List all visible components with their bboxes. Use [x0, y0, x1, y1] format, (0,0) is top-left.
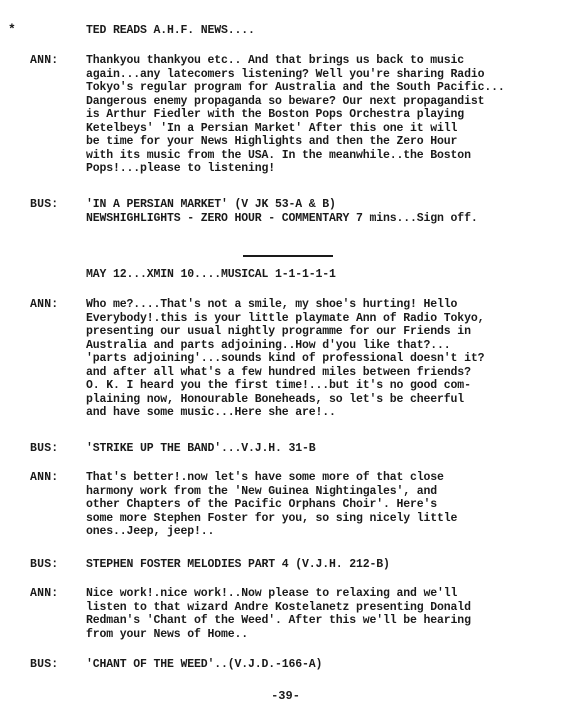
program-heading-text: MAY 12...XMIN 10....MUSICAL 1-1-1-1-1 — [86, 268, 336, 281]
script-text: Who me?....That's not a smile, my shoe's hurting! Hello Everybody!.this is your little playmate Ann of Radio Tokyo, presenting our usual nightly programme for our Friends in Australia and parts adjoining..How d'you like that?... 'parts adjoining'...sounds kind of professional doesn't it? and after all what's a few hundred miles between friends? O. K. I heard you the first time!...but it's no good com- plaining now, Honourable Boneheads, so let's be cheerful and have some music...Here she are!.. — [86, 298, 485, 419]
script-text: 'STRIKE UP THE BAND'...V.J.H. 31-B — [86, 442, 316, 455]
script-text: 'IN A PERSIAN MARKET' (V JK 53-A & B) NEWSHIGHLIGHTS - ZERO HOUR - COMMENTARY 7 mins...Sign off. — [86, 198, 478, 225]
script-text: That's better!.now let's have some more of that close harmony work from the 'New Guinea Nightingales', and other Chapters of the Pacific Orphans Choir'. Here's some more Stephen Foster for you, so sing nicely little ones..Jeep, jeep!.. — [86, 471, 458, 538]
page-number: -39- — [271, 689, 300, 703]
margin-asterisk: * — [8, 22, 16, 37]
speaker-label: ANN: — [30, 471, 59, 484]
script-text: 'CHANT OF THE WEED'..(V.J.D.-166-A) — [86, 658, 323, 671]
script-text: STEPHEN FOSTER MELODIES PART 4 (V.J.H. 212-B) — [86, 558, 390, 571]
speaker-label: BUS: — [30, 442, 59, 455]
section-divider — [243, 255, 333, 257]
speaker-label: ANN: — [30, 298, 59, 311]
speaker-label: ANN: — [30, 587, 59, 600]
script-text: TED READS A.H.F. NEWS.... — [86, 24, 255, 37]
speaker-label: BUS: — [30, 558, 59, 571]
speaker-label: ANN: — [30, 54, 59, 67]
script-text: Thankyou thankyou etc.. And that brings us back to music again...any latecomers listening? Well you're sharing Radio Tokyo's regular program for Australia and the South Pacific... Dangerous enemy propaganda so beware? Our next propagandist is Arthur Fiedler with the Boston Pops Orchestra playing Ketelbeys' 'In a Persian Market' After this one it will be time for your News Highlights and then the Zero Hour with its music from the USA. In the meanwhile..the Boston Pops!...please to listening! — [86, 54, 505, 175]
speaker-label: BUS: — [30, 198, 59, 211]
script-text: Nice work!.nice work!..Now please to relaxing and we'll listen to that wizard Andre Kostelanetz presenting Donald Redman's 'Chant of the Weed'. After this we'll be hearing from your News of Home.. — [86, 587, 471, 641]
speaker-label: BUS: — [30, 658, 59, 671]
